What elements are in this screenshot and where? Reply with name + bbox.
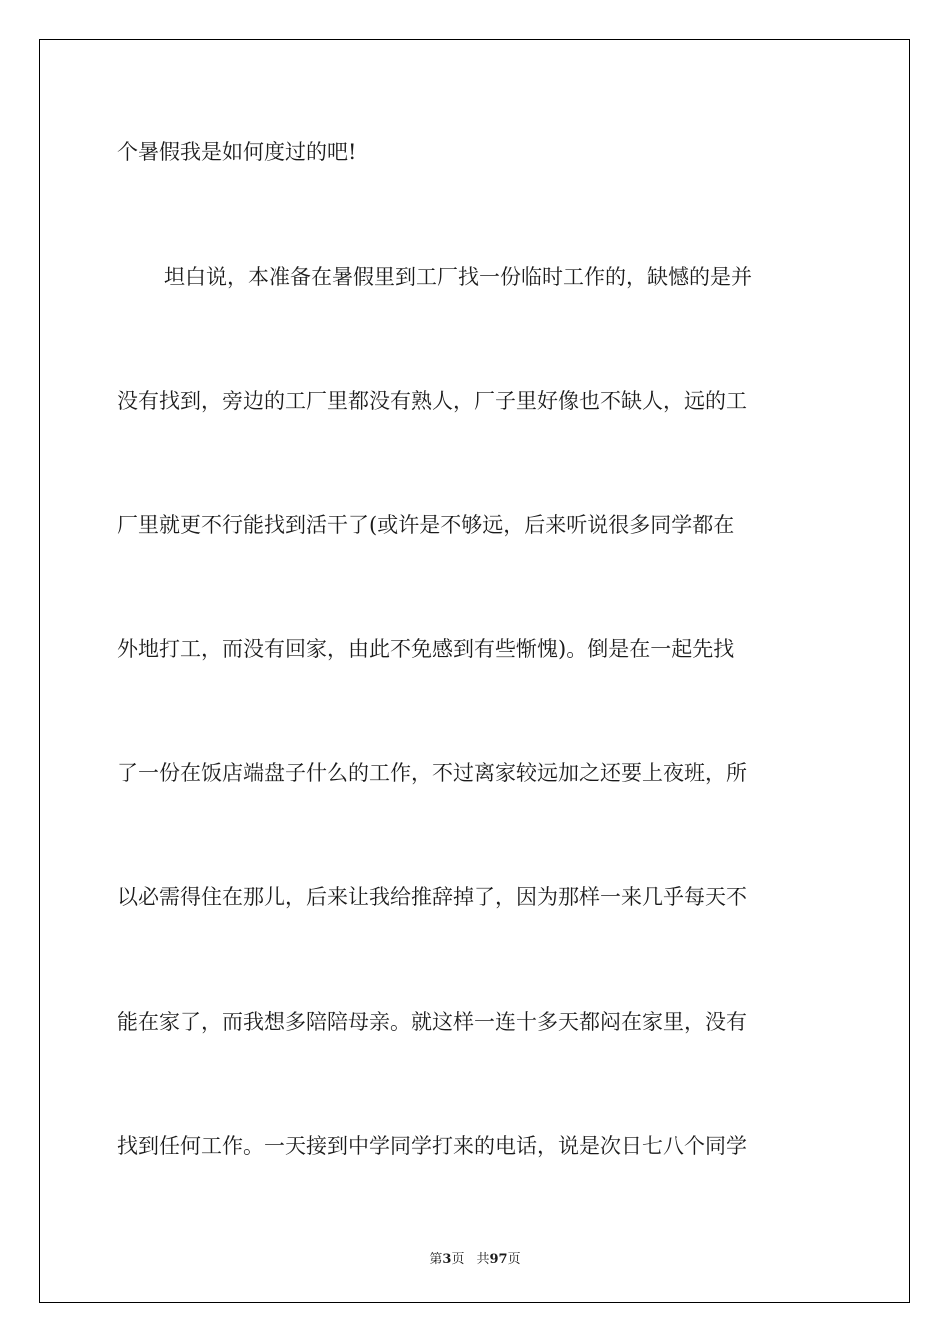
text-line: 了一份在饭店端盘子什么的工作，不过离家较远加之还要上夜班，所 (117, 761, 747, 785)
text-line: 外地打工，而没有回家，由此不免感到有些惭愧)。倒是在一起先找 (117, 637, 735, 661)
page-suffix: 页 (451, 1252, 465, 1267)
total-prefix: 共 (476, 1252, 490, 1267)
paragraph-first-line: 坦白说，本准备在暑假里到工厂找一份临时工作的，缺憾的是并 (164, 265, 752, 289)
text-line: 个暑假我是如何度过的吧! (117, 140, 357, 164)
page-prefix: 第 (429, 1252, 443, 1267)
page-border (39, 39, 910, 1303)
text-line: 没有找到，旁边的工厂里都没有熟人，厂子里好像也不缺人，远的工 (117, 389, 747, 413)
total-suffix: 页 (507, 1252, 521, 1267)
text-line: 找到任何工作。一天接到中学同学打来的电话，说是次日七八个同学 (117, 1134, 747, 1158)
page-number: 3 (442, 1252, 452, 1267)
text-line: 以必需得住在那儿，后来让我给推辞掉了，因为那样一来几乎每天不 (117, 885, 747, 909)
text-line: 能在家了，而我想多陪陪母亲。就这样一连十多天都闷在家里，没有 (117, 1010, 747, 1034)
page-footer (0, 1248, 950, 1267)
total-pages: 97 (489, 1252, 508, 1267)
text-line: 厂里就更不行能找到活干了(或许是不够远，后来听说很多同学都在 (117, 513, 735, 537)
